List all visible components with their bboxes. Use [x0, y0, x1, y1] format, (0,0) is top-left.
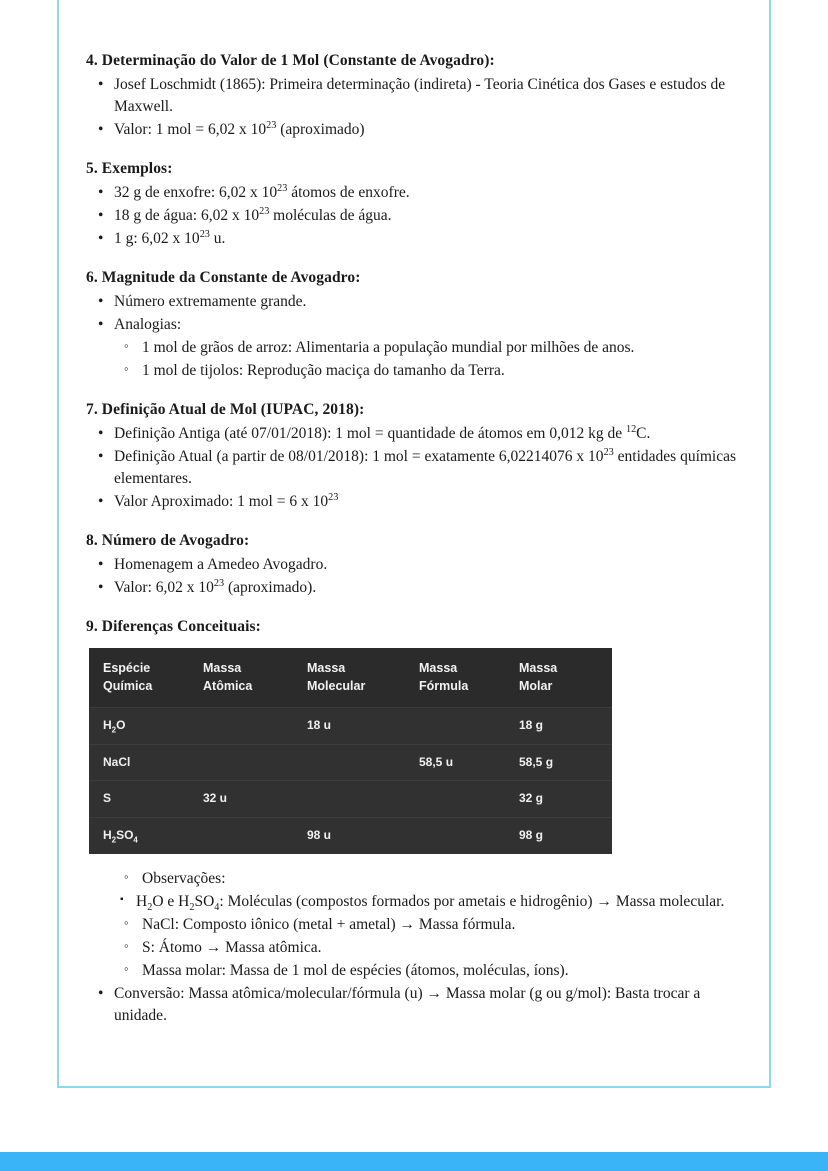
list-item-text: NaCl: Composto iônico (metal + ametal) → Massa fórmula.	[142, 915, 516, 933]
list-item-text: Valor Aproximado: 1 mol = 6 x $10^{23}$	[114, 491, 339, 510]
observations-list	[116, 868, 746, 890]
cell-atomica	[197, 744, 301, 781]
list-item-text: Analogias:	[114, 316, 182, 333]
list-item-text: 1 g: 6,02 x $10^{23}$ u.	[114, 228, 226, 247]
bullet-circle-icon: ◦	[124, 937, 129, 953]
cell-especie: $H_2SO_4$	[89, 818, 197, 854]
list-item-text: Definição Antiga (até 07/01/2018): 1 mol = quantidade de átomos em 0,012 kg de $^{12}$C.	[114, 423, 651, 442]
list-item-text: $H_2O$ e $H_2SO_4$: Moléculas (compostos formados por ametais e hidrogênio) → Massa molecular.	[136, 892, 725, 913]
document-page-card	[57, 0, 771, 1088]
list-item	[116, 868, 746, 890]
bullet-disc-icon: •	[98, 76, 104, 93]
list-item-text: Valor: 6,02 x $10^{23}$ (aproximado).	[114, 577, 317, 596]
list-item	[86, 423, 746, 445]
cell-formula	[413, 708, 513, 745]
list-item	[86, 291, 746, 313]
table-body	[89, 708, 612, 854]
bullet-disc-icon: •	[98, 579, 104, 596]
cell-atomica	[197, 708, 301, 745]
table-header-massa-molecular: Massa Molecular	[301, 648, 413, 708]
bullet-disc-icon: •	[98, 984, 104, 1002]
conversion-list	[86, 983, 746, 1027]
bullet-disc-icon: •	[98, 556, 104, 573]
bullet-disc-icon: •	[98, 425, 104, 442]
cell-especie: S	[89, 781, 197, 818]
list-item	[86, 228, 746, 250]
list-item-text: Definição Atual (a partir de 08/01/2018): 1 mol = exatamente 6,02214076 x $10^{23}$ entidades químicas elementares.	[114, 446, 737, 487]
table-row	[89, 781, 612, 818]
list-item-text: Josef Loschmidt (1865): Primeira determinação (indireta) - Teoria Cinética dos Gases e estudos de Maxwell.	[114, 76, 726, 115]
section-7-list	[86, 423, 746, 513]
bullet-circle-icon: ◦	[124, 338, 129, 353]
cell-formula	[413, 818, 513, 854]
cell-molar: 32 g	[513, 781, 612, 818]
list-item	[86, 577, 746, 599]
bullet-disc-icon: •	[98, 493, 104, 510]
section-7-title: 7. Definição Atual de Mol (IUPAC, 2018):	[86, 401, 365, 418]
bullet-circle-icon: ◦	[124, 960, 129, 976]
section-4-title: 4. Determinação do Valor de 1 Mol (Constante de Avogadro):	[86, 52, 495, 69]
bullet-circle-icon: ◦	[124, 914, 129, 930]
bullet-disc-icon: •	[98, 207, 104, 224]
section-6-sublist	[116, 337, 746, 382]
list-item-text: 18 g de água: 6,02 x $10^{23}$ moléculas de água.	[114, 205, 392, 224]
table-row	[89, 744, 612, 781]
observations-rest-list	[116, 914, 746, 982]
section-6-title: 6. Magnitude da Constante de Avogadro:	[86, 269, 361, 286]
cell-molecular: 98 u	[301, 818, 413, 854]
section-6	[86, 269, 746, 382]
table-header-massa-molar: Massa Molar	[513, 648, 612, 708]
section-4-list	[86, 74, 746, 141]
cell-especie: NaCl	[89, 744, 197, 781]
table-header-massa-formula: Massa Fórmula	[413, 648, 513, 708]
section-8	[86, 532, 746, 599]
document-content	[86, 52, 746, 1043]
list-item-text: Valor: 1 mol = 6,02 x $10^{23}$ (aproximado)	[114, 119, 365, 138]
list-item	[86, 446, 746, 490]
section-5-title: 5. Exemplos:	[86, 160, 173, 177]
list-item	[86, 182, 746, 204]
cell-atomica	[197, 818, 301, 854]
list-item	[116, 914, 746, 936]
cell-molecular	[301, 744, 413, 781]
cell-molecular: 18 u	[301, 708, 413, 745]
section-7	[86, 401, 746, 513]
cell-formula	[413, 781, 513, 818]
table-header-especie-quimica: Espécie Química	[89, 648, 197, 708]
bullet-disc-icon: •	[98, 316, 104, 333]
table-head	[89, 648, 612, 708]
cell-especie: $H_2O$	[89, 708, 197, 745]
list-item	[86, 554, 746, 576]
observations-label: Observações:	[142, 869, 226, 887]
list-item	[116, 937, 746, 959]
list-item	[86, 491, 746, 513]
section-5	[86, 160, 746, 250]
cell-atomica: 32 u	[197, 781, 301, 818]
bullet-disc-icon: •	[98, 448, 104, 465]
list-item-text: 1 mol de tijolos: Reprodução maciça do tamanho da Terra.	[142, 362, 505, 379]
list-item-text: 1 mol de grãos de arroz: Alimentaria a população mundial por milhões de anos.	[142, 339, 635, 356]
cell-molecular	[301, 781, 413, 818]
bullet-square-icon: ▪	[120, 893, 124, 905]
conceptual-differences-table-wrap	[86, 648, 746, 854]
bottom-accent-bar	[0, 1152, 828, 1171]
conversion-text: Conversão: Massa atômica/molecular/fórmula (u) → Massa molar (g ou g/mol): Basta trocar a unidade.	[114, 984, 701, 1024]
list-item	[116, 360, 746, 382]
cell-formula: 58,5 u	[413, 744, 513, 781]
list-item	[116, 337, 746, 359]
observations-note-list	[112, 891, 746, 913]
table-row	[89, 708, 612, 745]
list-item-text: 32 g de enxofre: 6,02 x $10^{23}$ átomos de enxofre.	[114, 182, 410, 201]
table-header-row	[89, 648, 612, 708]
cell-molar: 18 g	[513, 708, 612, 745]
list-item	[116, 960, 746, 982]
section-8-title: 8. Número de Avogadro:	[86, 532, 250, 549]
section-4	[86, 52, 746, 141]
cell-molar: 98 g	[513, 818, 612, 854]
table-header-massa-atomica: Massa Atômica	[197, 648, 301, 708]
list-item	[86, 983, 746, 1027]
section-8-list	[86, 554, 746, 599]
list-item-text: Homenagem a Amedeo Avogadro.	[114, 556, 328, 573]
list-item	[86, 119, 746, 141]
list-item	[86, 205, 746, 227]
list-item-text: Massa molar: Massa de 1 mol de espécies (átomos, moléculas, íons).	[142, 961, 569, 979]
bullet-disc-icon: •	[98, 184, 104, 201]
bullet-disc-icon: •	[98, 293, 104, 310]
bullet-disc-icon: •	[98, 230, 104, 247]
bullet-disc-icon: •	[98, 121, 104, 138]
table-row	[89, 818, 612, 854]
section-9-title: 9. Diferenças Conceituais:	[86, 618, 261, 635]
conceptual-differences-table	[89, 648, 612, 854]
section-9	[86, 618, 746, 1027]
section-5-list	[86, 182, 746, 250]
list-item	[86, 314, 746, 336]
list-item	[112, 891, 746, 913]
cell-molar: 58,5 g	[513, 744, 612, 781]
list-item-text: Número extremamente grande.	[114, 293, 307, 310]
bullet-circle-icon: ◦	[124, 868, 129, 884]
bullet-circle-icon: ◦	[124, 361, 129, 376]
list-item-text: S: Átomo → Massa atômica.	[142, 938, 322, 956]
list-item	[86, 74, 746, 118]
section-6-list	[86, 291, 746, 336]
